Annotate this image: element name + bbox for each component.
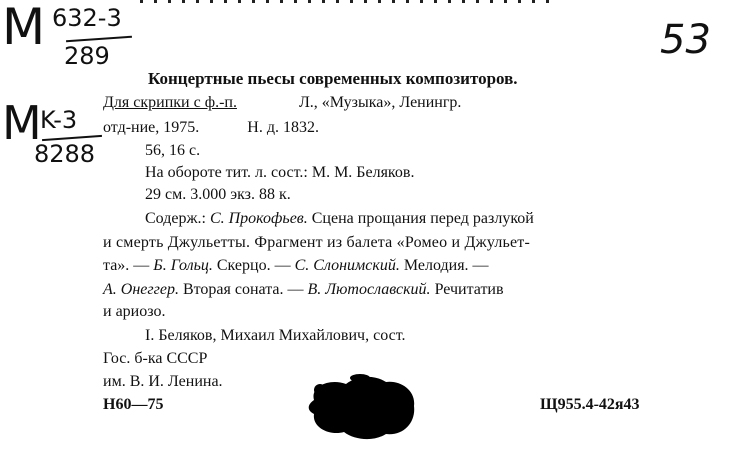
library-line-2: им. В. И. Ленина. <box>103 373 223 390</box>
contents-line-1 <box>145 210 534 228</box>
added-entry: I. Беляков, Михаил Михайлович, сост. <box>145 327 406 344</box>
contents-label: Содерж.: <box>145 210 210 227</box>
handwritten-code-middle: K-3 <box>40 106 78 134</box>
handwritten-code-top-bottom: 289 <box>64 42 110 70</box>
work-title: Речитатив <box>430 281 504 298</box>
card-line-2 <box>103 94 461 112</box>
library-stamp-blot <box>300 372 420 442</box>
plate-number: Н. д. 1832. <box>247 119 319 136</box>
handwritten-number: 53 <box>660 17 711 63</box>
work-title: та». — <box>103 257 154 274</box>
composer-name: А. Онеггер. <box>103 281 179 298</box>
handwritten-code-top: 632-3 <box>52 4 122 32</box>
contents-line-3 <box>103 257 489 275</box>
classification-code: Щ955.4-42я43 <box>540 396 640 413</box>
work-title: Вторая соната. — <box>178 281 308 298</box>
handwritten-letter-m-middle: M <box>2 96 42 150</box>
pagination: 56, 16 с. <box>145 142 201 159</box>
composer-name: Б. Гольц. <box>153 257 213 274</box>
publisher-department: отд-ние, 1975. <box>103 119 200 136</box>
publication-info: Л., «Музыка», Ленингр. <box>298 94 462 111</box>
library-line-1: Гос. б-ка СССР <box>103 350 208 367</box>
card-line-3 <box>103 119 319 137</box>
work-title: Скерцо. — <box>212 257 295 274</box>
composer-name: С. Прокофьев. <box>209 210 308 227</box>
instrumentation: Для скрипки с ф.-п. <box>103 94 237 111</box>
composer-name: С. Слонимский. <box>294 257 400 274</box>
work-title: Сцена прощания перед разлукой <box>307 210 534 227</box>
card-code-left: Н60—75 <box>103 396 164 413</box>
card-title: Концертные пьесы современных композиторов. <box>148 69 518 88</box>
handwritten-code-middle-bottom: 8288 <box>34 140 96 168</box>
size-copies-price: 29 см. 3.000 экз. 88 к. <box>145 186 291 203</box>
contents-line-5: и ариозо. <box>103 303 166 320</box>
verso-note: На обороте тит. л. сост.: М. М. Беляков. <box>145 164 415 181</box>
contents-line-4 <box>103 281 504 299</box>
top-edge-marks <box>140 0 560 3</box>
contents-line-2: и смерть Джульетты. Фрагмент из балета «Ромео и Джульет- <box>103 234 531 251</box>
handwritten-letter-m-top: M <box>2 0 46 56</box>
composer-name: В. Лютославский. <box>307 281 431 298</box>
work-title: Мелодия. — <box>399 257 489 274</box>
